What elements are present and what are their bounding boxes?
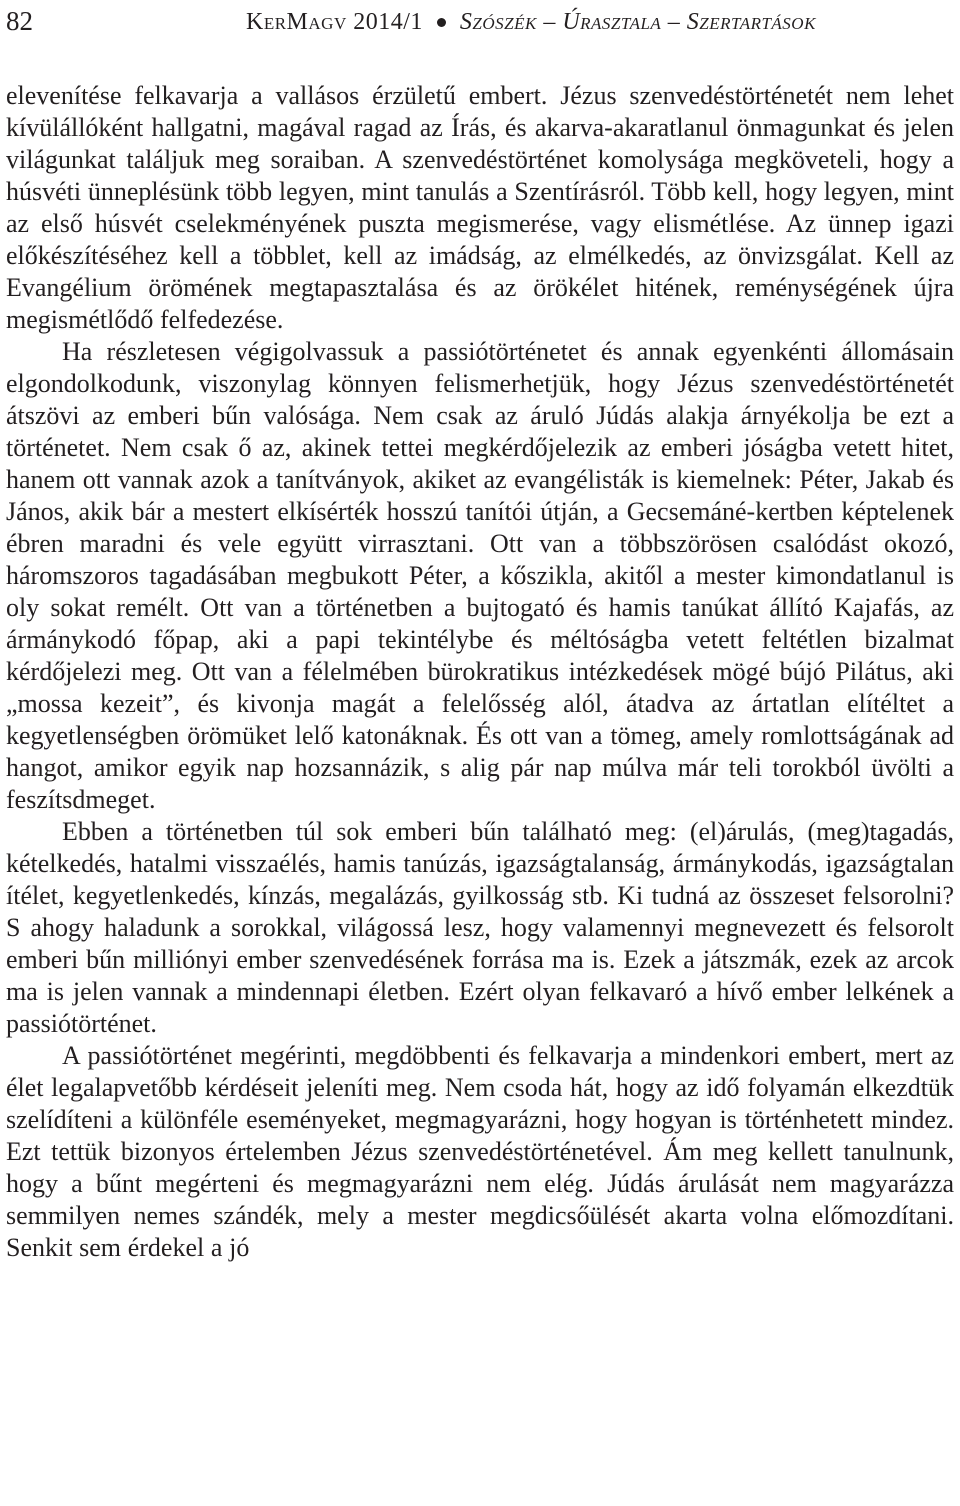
section-title: Szószék – Úrasztala – Szertartások [459,9,816,35]
paragraph: A passiótörténet megérinti, megdöbbenti és felkavarja a mindenkori embert, mert az élet legalapvetőbb kérdéseit jeleníti meg. Nem csoda hát, hogy az idő folyamán elkezdtük szelídíteni a különféle eseményeket, megmagyarázni, hogy hogyan is történhetett mindez. Ezt tettük bizonyos értelemben Jézus szenvedéstörténetével. Ám meg kellett tanulnunk, hogy a bűnt megérteni és megmagyarázni nem elég. Júdás árulását nem magyarázza semmilyen nemes szándék, mely a mester megdicsőülését akarta volna előmozdítani. Senkit sem érdekel a jó [6,1041,954,1262]
journal-title: KerMagv 2014/1 [246,9,423,35]
article-body [6,80,954,1264]
paragraph: Ha részletesen végigolvassuk a passiótörténetet és annak egyenkénti állomásain elgondolkodunk, viszonylag könnyen felismerhetjük, hogy Jézus szenvedéstörténetét átszövi az emberi bűn valósága. Nem csak az áruló Júdás alakja árnyékolja be ezt a történetet. Nem csak ő az, akinek tettei megkérdőjelezik az emberi jóságba vetett hitet, hanem ott vannak azok a tanítványok, akiket az evangélisták is kiemelnek: Péter, Jakab és János, akik bár a mestert elkísérték hosszú tanítói útján, a Gecsemáné-kertben képtelenek ébren maradni és vele együtt virrasztani. Ott van a többszörösen csalódást okozó, háromszoros tagadásában megbukott Péter, a kőszikla, akitől a mester kimondatlanul is oly sokat remélt. Ott van a történetben a bujtogató és hamis tanúkat állító Kajafás, az ármánykodó főpap, aki a papi tekintélybe és méltóságba vetett feltétlen bizalmat kérdőjelezi meg. Ott van a félelmében bürokratikus intézkedések mögé bújó Pilátus, aki „mossa kezeit”, és kivonja magát a felelősség alól, átadva az ártatlan elítéltet a kegyetlenségben örömüket lelő katonáknak. És ott van a tömeg, amely romlottságának ad hangot, amikor egyik nap hozsannázik, s alig pár nap múlva már teli torokból üvölti a feszítsdmeget. [6,337,954,814]
page-number: 82 [6,6,33,36]
paragraph: Ebben a történetben túl sok emberi bűn található meg: (el)árulás, (meg)tagadás, kételkedés, hatalmi visszaélés, hamis tanúzás, igazságtalanság, ármánykodás, igazságtalan ítélet, kegyetlenkedés, kínzás, megalázás, gyilkosság stb. Ki tudná az összeset felsorolni? S ahogy haladunk a sorokkal, világossá lesz, hogy valamennyi megnevezett és felsorolt emberi bűn milliónyi ember szenvedésének forrása ma is. Ezek a játszmák, ezek az arcok ma is jelen vannak a mindennapi életben. Ezért olyan felkavaró a hívő ember lelkének a passiótörténet. [6,817,954,1038]
running-header [0,0,960,48]
paragraph-continued: elevenítése felkavarja a vallásos érzületű embert. Jézus szenvedéstörténetét nem lehet kívülállóként hallgatni, magával ragad az Írás, és akarva-akaratlanul önmagunkat és jelen világunkat találjuk meg soraiban. A szenvedéstörténet komolysága megköveteli, hogy a húsvéti ünneplésünk több legyen, mint tanulás a Szentírásról. Több kell, hogy legyen, mint az első húsvét cselekményének puszta megismerése, vagy elismétlése. Az ünnep igazi előkészítéséhez kell a többlet, kell az imádság, az elmélkedés, az önvizsgálat. Kell az Evangélium örömének megtapasztalása és az örökélet hitének, reménységének újra megismétlődő felfedezése. [6,81,954,334]
running-head [246,6,816,38]
bullet-separator-icon [437,18,446,27]
